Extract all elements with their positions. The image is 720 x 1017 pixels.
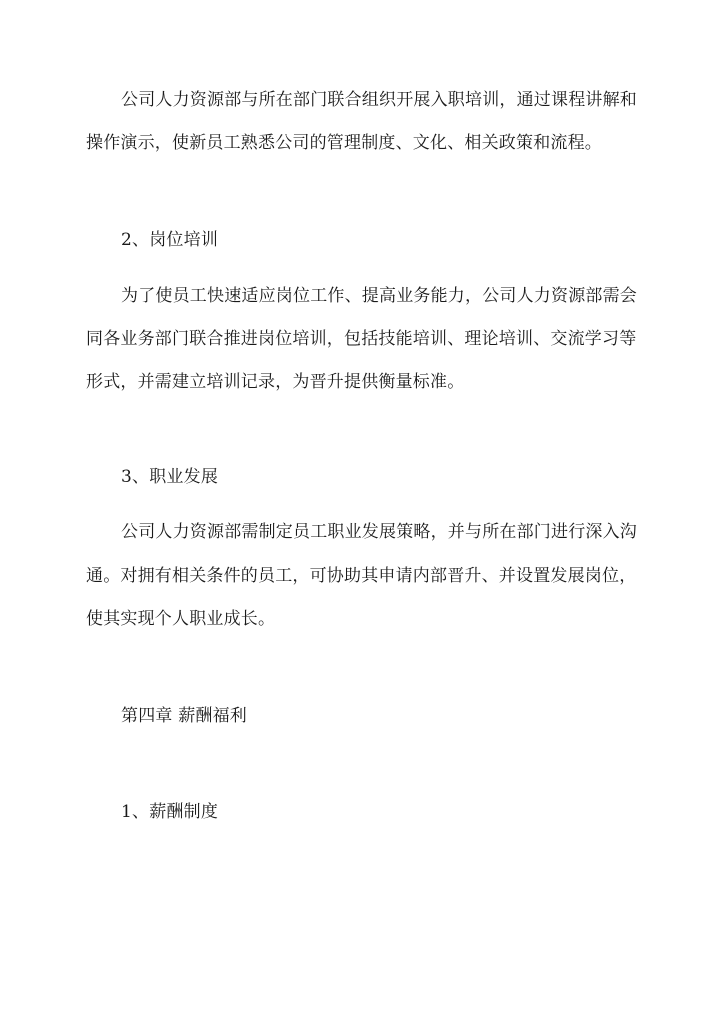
- paragraph-3-line-2: 通。对拥有相关条件的员工，可协助其申请内部晋升、并设置发展岗位，: [86, 566, 637, 586]
- paragraph-1-line-2: 操作演示，使新员工熟悉公司的管理制度、文化、相关政策和流程。: [86, 133, 602, 153]
- heading-career-development: 3、职业发展: [121, 467, 219, 487]
- paragraph-2-line-2: 同各业务部门联合推进岗位培训，包括技能培训、理论培训、交流学习等: [86, 329, 637, 349]
- paragraph-2-line-1: 为了使员工快速适应岗位工作、提高业务能力，公司人力资源部需会: [121, 286, 637, 306]
- chapter-title-compensation: 第四章 薪酬福利: [121, 706, 248, 726]
- paragraph-2-line-3: 形式，并需建立培训记录，为晋升提供衡量标准。: [86, 372, 465, 392]
- paragraph-1-line-1: 公司人力资源部与所在部门联合组织开展入职培训，通过课程讲解和: [121, 90, 637, 110]
- paragraph-3-line-1: 公司人力资源部需制定员工职业发展策略，并与所在部门进行深入沟: [121, 522, 637, 542]
- heading-salary-system: 1、薪酬制度: [121, 802, 219, 822]
- paragraph-3-line-3: 使其实现个人职业成长。: [86, 609, 276, 629]
- heading-job-training: 2、岗位培训: [121, 230, 219, 250]
